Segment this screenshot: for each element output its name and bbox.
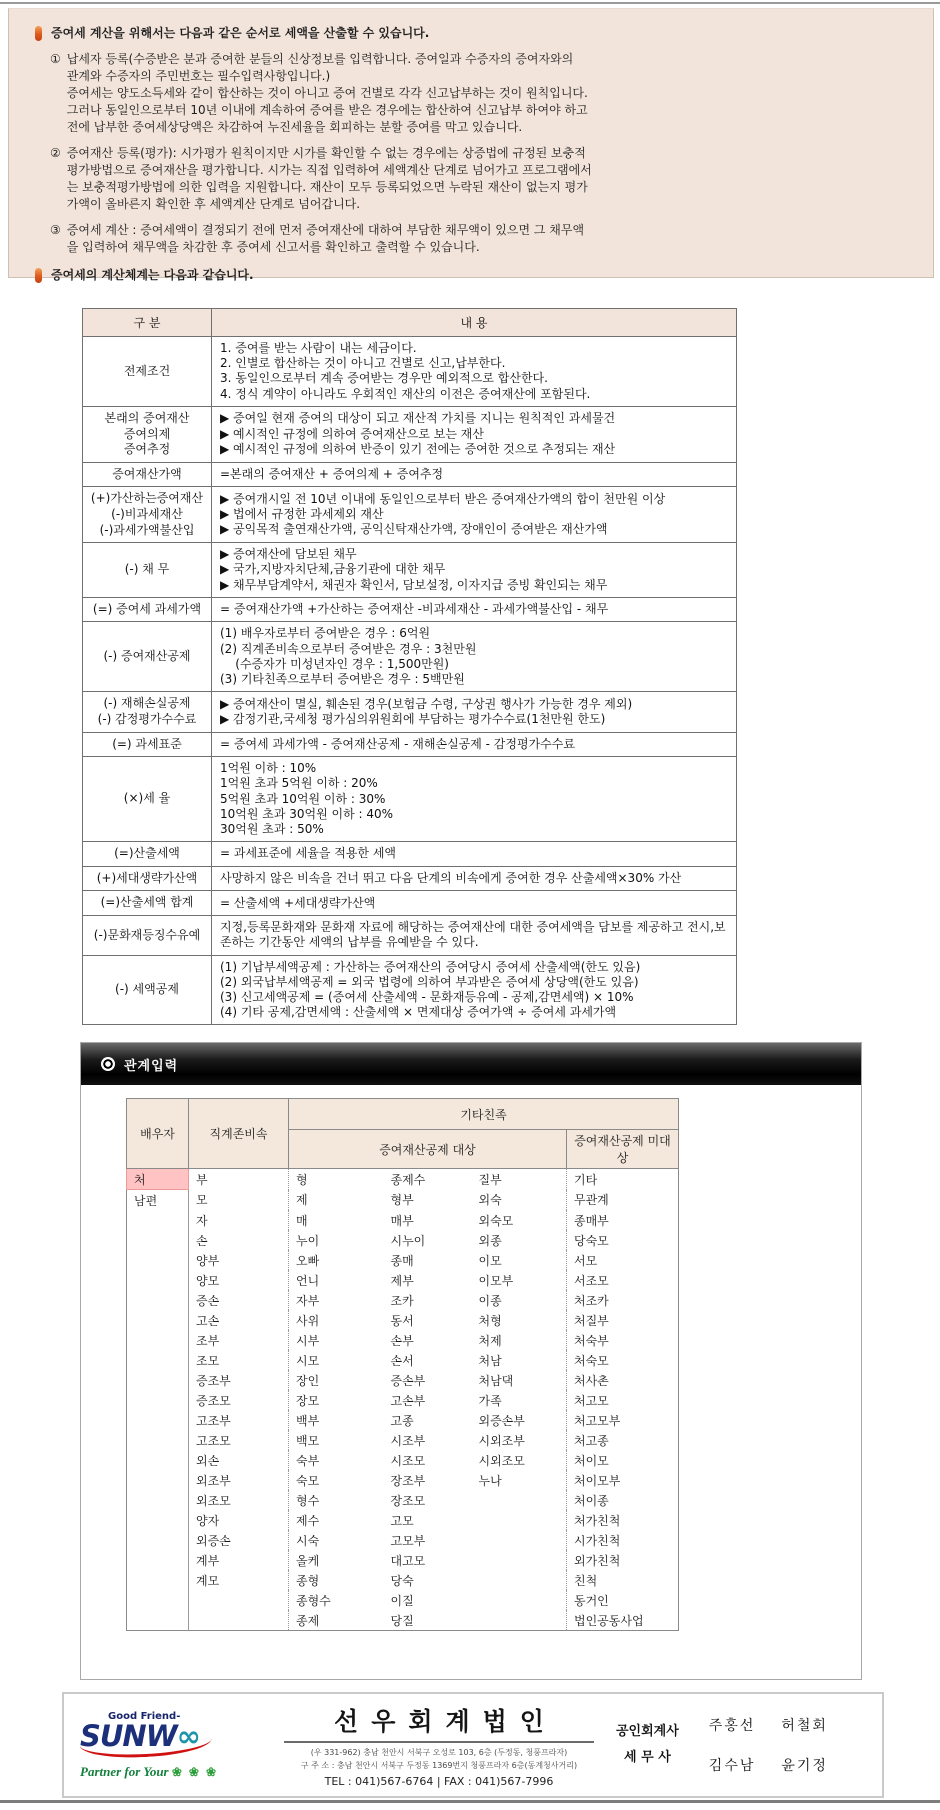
relation-cell: 조카 xyxy=(390,1293,414,1308)
relation-cell: 외숙모 xyxy=(478,1213,514,1228)
calc-row-content: 사망하지 않은 비속을 건너 뛰고 다음 단계의 비속에게 증여한 경우 산출세액×30% 가산 xyxy=(212,866,737,891)
logo-tagline-text: Partner for Your xyxy=(80,1763,169,1779)
relation-cell: 처고종 xyxy=(567,1430,679,1450)
relation-cell: 증손부 xyxy=(390,1373,426,1388)
firm-info xyxy=(284,1702,594,1788)
relation-cell: 동거인 xyxy=(567,1590,679,1610)
relation-cell: 처이종 xyxy=(567,1490,679,1510)
relation-cell: 양부 xyxy=(189,1250,289,1270)
calc-row-content: =본래의 증여재산 + 증여의제 + 증여추정 xyxy=(212,462,737,487)
relation-cell: 계부 xyxy=(189,1550,289,1570)
relation-cell: 백모 xyxy=(289,1430,384,1450)
relation-cell: 처가친척 xyxy=(567,1510,679,1530)
relation-cell xyxy=(127,1270,189,1290)
relation-cell: 오빠 xyxy=(289,1250,384,1270)
relation-cell xyxy=(127,1590,189,1610)
relation-table-row xyxy=(127,1310,679,1330)
relation-cell: 남편 xyxy=(134,1193,158,1208)
calc-row-label: (=) 과세표준 xyxy=(83,732,212,757)
relation-cell: 고조부 xyxy=(189,1410,289,1430)
relation-cell xyxy=(472,1610,567,1631)
relation-table-row xyxy=(127,1610,679,1631)
relation-cell xyxy=(127,1310,189,1330)
relation-cell: 제수 xyxy=(289,1510,384,1530)
relation-cell: 법인공동사업 xyxy=(567,1610,679,1631)
relation-cell: 이종 xyxy=(478,1293,502,1308)
relation-cell: 외숙 xyxy=(478,1193,502,1208)
intro-item-3 xyxy=(50,222,915,256)
relation-cell: 증조모 xyxy=(189,1390,289,1410)
relation-table-row xyxy=(127,1570,679,1590)
intro-lead2-text: 증여세의 계산체계는 다음과 같습니다. xyxy=(51,268,254,283)
partner-name: 김수남 xyxy=(708,1758,756,1774)
relation-cell: 계모 xyxy=(189,1570,289,1590)
relation-header-row-1 xyxy=(127,1099,679,1130)
relation-cell: 제 xyxy=(289,1190,384,1211)
orange-bullet-icon xyxy=(35,26,42,41)
relation-cell: 손부 xyxy=(390,1333,414,1348)
rel-header-other-relatives: 기타친족 xyxy=(289,1099,679,1130)
calc-header-row xyxy=(83,309,737,337)
orange-bullet-icon xyxy=(35,268,42,283)
calc-header-gubun: 구 분 xyxy=(83,309,212,337)
relation-section-header xyxy=(81,1043,861,1085)
relation-cell: 고종 xyxy=(390,1413,414,1428)
calc-header-naeyong: 내 용 xyxy=(212,309,737,337)
relation-cell: 자 xyxy=(189,1210,289,1230)
calc-row-content: ▶ 증여재산이 멸실, 훼손된 경우(보험금 수령, 구상권 행사가 가능한 경우 제외) ▶ 감정기관,국세청 평가심의위원회에 부담하는 평가수수료(1천만원 한도) xyxy=(212,692,737,732)
logo-top-text: Good Friend- xyxy=(108,1710,181,1722)
relation-cell-selected[interactable]: 처 xyxy=(127,1169,189,1190)
relation-cell: 고모부 xyxy=(390,1533,426,1548)
relation-section xyxy=(80,1042,862,1680)
relation-cell: 누나 xyxy=(478,1473,502,1488)
calc-table-row xyxy=(83,622,737,692)
calc-table-row xyxy=(83,891,737,916)
relation-cell: 종형수 xyxy=(289,1590,384,1610)
relation-cell xyxy=(472,1550,567,1570)
relation-cell: 매부 xyxy=(390,1213,414,1228)
calc-row-label: 전제조건 xyxy=(83,337,212,407)
relation-cell xyxy=(127,1390,189,1410)
relation-cell: 부 xyxy=(189,1169,289,1190)
relation-cell: 외증손부 xyxy=(478,1413,525,1428)
relation-cell: 이모부 xyxy=(478,1273,514,1288)
relation-cell: 양모 xyxy=(189,1270,289,1290)
relation-cell: 시부 xyxy=(289,1330,384,1350)
clover-icons: ❀ ❀ ❀ xyxy=(171,1764,219,1779)
relation-cell xyxy=(127,1230,189,1250)
relation-cell xyxy=(127,1370,189,1390)
relation-cell: 처남 xyxy=(478,1353,502,1368)
relation-cell: 손 xyxy=(189,1230,289,1250)
item-number: ① xyxy=(50,51,61,66)
names-row-2 xyxy=(709,1755,828,1775)
partner-name: 허철회 xyxy=(781,1718,828,1734)
title-cpa: 공인회계사 xyxy=(616,1724,679,1739)
relation-cell xyxy=(472,1490,567,1510)
rel-header-spouse: 배우자 xyxy=(127,1099,189,1169)
calc-table-row xyxy=(83,757,737,842)
intro-lead-text: 증여세 계산을 위해서는 다음과 같은 순서로 세액을 산출할 수 있습니다. xyxy=(51,26,430,40)
relation-cell: 사위 xyxy=(289,1310,384,1330)
calc-row-content: ▶ 증여일 현재 증여의 대상이 되고 재산적 가치를 지니는 원칙적인 과세물건 ▶ 예시적인 규정에 의하여 증여재산으로 보는 재산 ▶ 예시적인 규정에 의하여 반증이 있기 전에는 증여한 것으로 추정되는 재산 xyxy=(212,406,737,462)
calc-row-content: = 산출세액 +세대생략가산액 xyxy=(212,891,737,916)
relation-cell: 시외조모 xyxy=(478,1453,525,1468)
relation-cell: 장조부 xyxy=(390,1473,426,1488)
relation-cell: 올케 xyxy=(289,1550,384,1570)
relation-table-row xyxy=(127,1190,679,1211)
relation-cell: 조부 xyxy=(189,1330,289,1350)
relation-cell: 외손 xyxy=(189,1450,289,1470)
relation-cell: 기타 xyxy=(567,1169,679,1190)
relation-cell xyxy=(127,1550,189,1570)
relation-cell: 고손부 xyxy=(390,1393,426,1408)
relation-cell: 시조부 xyxy=(390,1433,426,1448)
calc-row-label: 증여재산가액 xyxy=(83,462,212,487)
relation-cell: 당숙모 xyxy=(567,1230,679,1250)
relation-cell xyxy=(127,1610,189,1631)
calc-table-row xyxy=(83,597,737,622)
relation-cell xyxy=(127,1410,189,1430)
relation-cell: 형부 xyxy=(390,1193,414,1208)
relation-cell xyxy=(189,1610,289,1631)
relation-cell: 외증손 xyxy=(189,1530,289,1550)
relation-cell: 외조모 xyxy=(189,1490,289,1510)
calc-row-label: (=)산출세액 xyxy=(83,842,212,867)
intro-items xyxy=(50,51,915,256)
relation-cell: 숙부 xyxy=(289,1450,384,1470)
calc-row-content: ▶ 증여재산에 담보된 채무 ▶ 국가,지방자치단체,금융기관에 대한 채무 ▶ 채무부담계약서, 채권자 확인서, 담보설정, 이자지급 증빙 확인되는 채무 xyxy=(212,543,737,598)
relation-cell: 종형 xyxy=(289,1570,384,1590)
relation-cell: 종제 xyxy=(289,1610,384,1631)
relation-table-row xyxy=(127,1430,679,1450)
rel-header-lineal: 직계존비속 xyxy=(189,1099,289,1169)
relation-cell: 조모 xyxy=(189,1350,289,1370)
calc-row-content: ▶ 증여개시일 전 10년 이내에 동일인으로부터 받은 증여재산가액의 합이 천만원 이상 ▶ 법에서 규정한 과세제외 재산 ▶ 공익목적 출연재산가액, 공익신탁재산가액, 장애인이 증여받은 재산가액 xyxy=(212,487,737,543)
relation-cell xyxy=(127,1510,189,1530)
relation-cell xyxy=(127,1290,189,1310)
item-text: 납세자 등록(수증받은 분과 증여한 분들의 신상정보를 입력합니다. 증여일과 수증자의 증여자와의 관계와 수증자의 주민번호는 필수입력사항입니다.) 증여세는 양도소득세와 같이 합산하는 것이 아니고 증여 건별로 각각 신고납부하는 것이 원칙입니다. 그러나 동일인으로부터 10년 이내에 계속하여 증여를 받은 경우에는 합산하여 신고납부 하여야 하고 전에 납부한 증여세상당액은 차감하여 누진세율을 회피하는 분할 증여를 막고 있습니다. xyxy=(66,51,588,134)
relation-cell: 처고모 xyxy=(567,1390,679,1410)
firm-name: 선우회계법인 xyxy=(284,1702,594,1743)
relation-table-row xyxy=(127,1210,679,1230)
relation-cell: 종매부 xyxy=(567,1210,679,1230)
relation-cell: 처제 xyxy=(478,1333,502,1348)
item-text: 증여세 계산 : 증여세액이 결정되기 전에 먼저 증여재산에 대하여 부담한 채무액이 있으면 그 채무액 을 입력하여 채무액을 차감한 후 증여세 신고서를 확인하고 출력할 수 있습니다. xyxy=(66,223,585,255)
relation-cell: 시숙 xyxy=(289,1530,384,1550)
relation-cell: 이질 xyxy=(390,1593,414,1608)
relation-cell: 시가친척 xyxy=(567,1530,679,1550)
calc-row-label: 본래의 증여재산 증여의제 증여추정 xyxy=(83,406,212,462)
relation-cell: 고조모 xyxy=(189,1430,289,1450)
professional-titles xyxy=(616,1719,679,1771)
relation-cell: 외종 xyxy=(478,1233,502,1248)
calc-table-row xyxy=(83,955,737,1025)
relation-cell xyxy=(472,1590,567,1610)
intro-item-1 xyxy=(50,51,915,136)
calc-row-content: 지정,등록문화재와 문화재 자료에 해당하는 증여재산에 대한 증여세액을 담보를 제공하고 전시,보존하는 기간동안 세액의 납부를 유예받을 수 있다. xyxy=(212,916,737,955)
relation-cell: 언니 xyxy=(289,1270,384,1290)
calc-table-row xyxy=(83,692,737,732)
address-line-2: 구 주 소 : 충남 천안시 서북구 두정동 1369번지 청풍프라자 6층(동계청사거리) xyxy=(300,1761,578,1770)
relation-cell: 종제수 xyxy=(390,1172,426,1187)
calc-table xyxy=(82,308,737,1025)
relation-table-row xyxy=(127,1230,679,1250)
relation-cell: 처조카 xyxy=(567,1290,679,1310)
relation-cell xyxy=(472,1510,567,1530)
relation-cell: 시조모 xyxy=(390,1453,426,1468)
calc-row-label: (×)세 율 xyxy=(83,757,212,842)
calc-table-row xyxy=(83,866,737,891)
infinity-icon: ∞ xyxy=(176,1718,200,1753)
partner-name: 윤기정 xyxy=(781,1758,828,1774)
relation-cell xyxy=(127,1250,189,1270)
relation-cell: 모 xyxy=(189,1190,289,1211)
relation-table-row xyxy=(127,1470,679,1490)
calc-table-row xyxy=(83,462,737,487)
relation-cell: 장조모 xyxy=(390,1493,426,1508)
relation-cell xyxy=(127,1430,189,1450)
relation-table-row xyxy=(127,1530,679,1550)
relation-cell: 시누이 xyxy=(390,1233,426,1248)
calc-row-content: = 증여세 과세가액 - 증여재산공제 - 재해손실공제 - 감정평가수수료 xyxy=(212,732,737,757)
relation-table-row xyxy=(127,1510,679,1530)
calc-row-label: (+)세대생략가산액 xyxy=(83,866,212,891)
relation-cell: 친척 xyxy=(567,1570,679,1590)
relation-cell: 동서 xyxy=(390,1313,414,1328)
relation-cell: 숙모 xyxy=(289,1470,384,1490)
firm-address xyxy=(284,1747,594,1773)
relation-table-row xyxy=(127,1250,679,1270)
relation-cell: 증손 xyxy=(189,1290,289,1310)
relation-cell: 대고모 xyxy=(390,1553,426,1568)
relation-cell: 처형 xyxy=(478,1313,502,1328)
calc-row-content: (1) 배우자로부터 증여받은 경우 : 6억원 (2) 직계존비속으로부터 증여받은 경우 : 3천만원 (수증자가 미성년자인 경우 : 1,500만원) (3) 기타친족으로부터 증여받은 경우 : 5백만원 xyxy=(212,622,737,692)
relation-table-row xyxy=(127,1370,679,1390)
relation-cell: 서조모 xyxy=(567,1270,679,1290)
relation-cell xyxy=(472,1530,567,1550)
calc-row-content: 1. 증여를 받는 사람이 내는 세금이다. 2. 인별로 합산하는 것이 아니고 건별로 신고,납부한다. 3. 동일인으로부터 계속 증여받는 경우만 예외적으로 합산한다. 4. 정식 계약이 아니라도 우회적인 재산의 이전은 증여재산에 포함된다. xyxy=(212,337,737,407)
calc-table-body xyxy=(83,337,737,1025)
calc-row-label: (=)산출세액 합계 xyxy=(83,891,212,916)
relation-table-body xyxy=(127,1169,679,1631)
calc-table-row xyxy=(83,487,737,543)
relation-cell: 외조부 xyxy=(189,1470,289,1490)
relation-cell xyxy=(472,1570,567,1590)
relation-cell: 가족 xyxy=(478,1393,502,1408)
relation-cell: 형수 xyxy=(289,1490,384,1510)
relation-cell xyxy=(127,1450,189,1470)
relation-cell: 당질 xyxy=(390,1613,414,1628)
calc-row-content: (1) 기납부세액공제 : 가산하는 증여재산의 증여당시 증여세 산출세액(한도 있음) (2) 외국납부세액공제 = 외국 법령에 의하여 부과받은 증여세 상당액(한도 있음) (3) 신고세액공제 = (증여세 산출세액 - 문화재등유예 - 공제,감면세액) × 10% (4) 기타 공제,감면세액 : 산출세액 × 면제대상 증여가액 ÷ 증여세 과세가액 xyxy=(212,955,737,1025)
footer-card xyxy=(62,1692,884,1798)
sunwoo-logo xyxy=(80,1711,268,1780)
relation-cell: 서모 xyxy=(567,1250,679,1270)
relation-cell: 고모 xyxy=(390,1513,414,1528)
partner-name: 주홍선 xyxy=(708,1718,756,1734)
relation-cell: 양자 xyxy=(189,1510,289,1530)
relation-cell: 시외조부 xyxy=(478,1433,525,1448)
relation-cell: 제부 xyxy=(390,1273,414,1288)
relation-cell: 백부 xyxy=(289,1410,384,1430)
calc-row-content: = 과세표준에 세율을 적용한 세액 xyxy=(212,842,737,867)
calc-table-row xyxy=(83,337,737,407)
item-number: ② xyxy=(50,145,61,160)
logo-tagline xyxy=(80,1764,268,1780)
relation-table-row xyxy=(127,1490,679,1510)
calc-row-label: (+)가산하는증여재산 (-)비과세재산 (-)과세가액불산입 xyxy=(83,487,212,543)
page-top-border xyxy=(0,2,940,4)
title-tax-accountant: 세 무 사 xyxy=(624,1750,671,1765)
relation-cell: 당숙 xyxy=(390,1573,414,1588)
item-text: 증여재산 등록(평가): 시가평가 원칙이지만 시가를 확인할 수 없는 경우에는 상증법에 규정된 보충적 평가방법으로 증여재산을 평가합니다. 시가는 직접 입력하여 세액계산 단계로 넘어가고 프로그램에서 는 보충적평가방법에 의한 입력을 지원합니다. 재산이 모두 등록되었으면 누락된 재산이 없는지 평가 가액이 올바른지 확인한 후 세액계산 단계로 넘어갑니다. xyxy=(66,145,592,212)
relation-cell: 처질부 xyxy=(567,1310,679,1330)
relation-cell: 처이모 xyxy=(567,1450,679,1470)
relation-cell xyxy=(127,1570,189,1590)
relation-cell: 처숙부 xyxy=(567,1330,679,1350)
relation-table-row xyxy=(127,1350,679,1370)
relation-cell xyxy=(127,1350,189,1370)
calc-row-label: (-) 재해손실공제 (-) 감정평가수수료 xyxy=(83,692,212,732)
intro-box xyxy=(8,8,934,283)
calc-row-label: (-) 세액공제 xyxy=(83,955,212,1025)
relation-cell: 이모 xyxy=(478,1253,502,1268)
relation-table-row xyxy=(127,1590,679,1610)
relation-cell: 처이모부 xyxy=(567,1470,679,1490)
calc-table-row xyxy=(83,732,737,757)
names-row-1 xyxy=(709,1715,828,1735)
relation-cell: 처사촌 xyxy=(567,1370,679,1390)
relation-table-row xyxy=(127,1390,679,1410)
relation-cell xyxy=(189,1590,289,1610)
relation-cell: 장인 xyxy=(289,1370,384,1390)
relation-table-row xyxy=(127,1330,679,1350)
relation-cell: 질부 xyxy=(478,1172,502,1187)
calc-table-row xyxy=(83,916,737,955)
item-number: ③ xyxy=(50,223,61,238)
relation-cell xyxy=(127,1470,189,1490)
relation-cell: 무관계 xyxy=(567,1190,679,1211)
relation-cell: 처남댁 xyxy=(478,1373,514,1388)
firm-phone: TEL : 041)567-6764 | FAX : 041)567-7996 xyxy=(324,1774,554,1788)
relation-cell: 처숙모 xyxy=(567,1350,679,1370)
relation-table-row xyxy=(127,1169,679,1190)
rel-header-deduct-target: 증여재산공제 대상 xyxy=(289,1130,567,1169)
relation-cell: 누이 xyxy=(289,1230,384,1250)
relation-table-row xyxy=(127,1270,679,1290)
relation-section-title: 관계입력 xyxy=(124,1058,179,1074)
relation-cell xyxy=(127,1210,189,1230)
calc-table-row xyxy=(83,842,737,867)
relation-cell: 손서 xyxy=(390,1353,414,1368)
calc-row-content: 1억원 이하 : 10% 1억원 초과 5억원 이하 : 20% 5억원 초과 10억원 이하 : 30% 10억원 초과 30억원 이하 : 40% 30억원 초과 : 50% xyxy=(212,757,737,842)
intro-lead2-row xyxy=(35,267,915,284)
relation-cell: 종매 xyxy=(390,1253,414,1268)
address-line-1: (우 331-962) 충남 천안시 서북구 오성로 103, 6층 (두정동, 청풍프라자) xyxy=(310,1748,568,1758)
page-bottom-border xyxy=(0,1800,940,1803)
relation-cell xyxy=(127,1490,189,1510)
relation-cell: 매 xyxy=(289,1210,384,1230)
relation-cell xyxy=(127,1330,189,1350)
bullseye-icon xyxy=(101,1057,115,1071)
relation-cell: 증조부 xyxy=(189,1370,289,1390)
calc-table-row xyxy=(83,406,737,462)
rel-header-deduct-not-target: 증여재산공제 미대상 xyxy=(567,1130,679,1169)
relation-cell: 장모 xyxy=(289,1390,384,1410)
relation-cell: 고손 xyxy=(189,1310,289,1330)
relation-cell: 외가친척 xyxy=(567,1550,679,1570)
relation-table-row xyxy=(127,1550,679,1570)
calc-row-label: (-)문화재등징수유예 xyxy=(83,916,212,955)
relation-cell: 시모 xyxy=(289,1350,384,1370)
relation-table xyxy=(126,1098,679,1631)
relation-cell: 자부 xyxy=(289,1290,384,1310)
intro-item-2 xyxy=(50,145,915,213)
calc-row-label: (-) 증여재산공제 xyxy=(83,622,212,692)
calc-row-label: (-) 채 무 xyxy=(83,543,212,598)
calc-row-label: (=) 증여세 과세가액 xyxy=(83,597,212,622)
relation-cell: 형 xyxy=(289,1169,384,1190)
relation-table-row xyxy=(127,1410,679,1430)
relation-table-row xyxy=(127,1450,679,1470)
relation-cell: 처고모부 xyxy=(567,1410,679,1430)
intro-lead-row xyxy=(35,25,915,42)
relation-table-row xyxy=(127,1290,679,1310)
partner-names xyxy=(709,1715,828,1775)
relation-cell xyxy=(127,1530,189,1550)
calc-row-content: = 증여재산가액 +가산하는 증여재산 -비과세재산 - 과세가액불산입 - 채무 xyxy=(212,597,737,622)
logo-name-text: SUNW xyxy=(80,1718,177,1753)
calc-table-row xyxy=(83,543,737,598)
